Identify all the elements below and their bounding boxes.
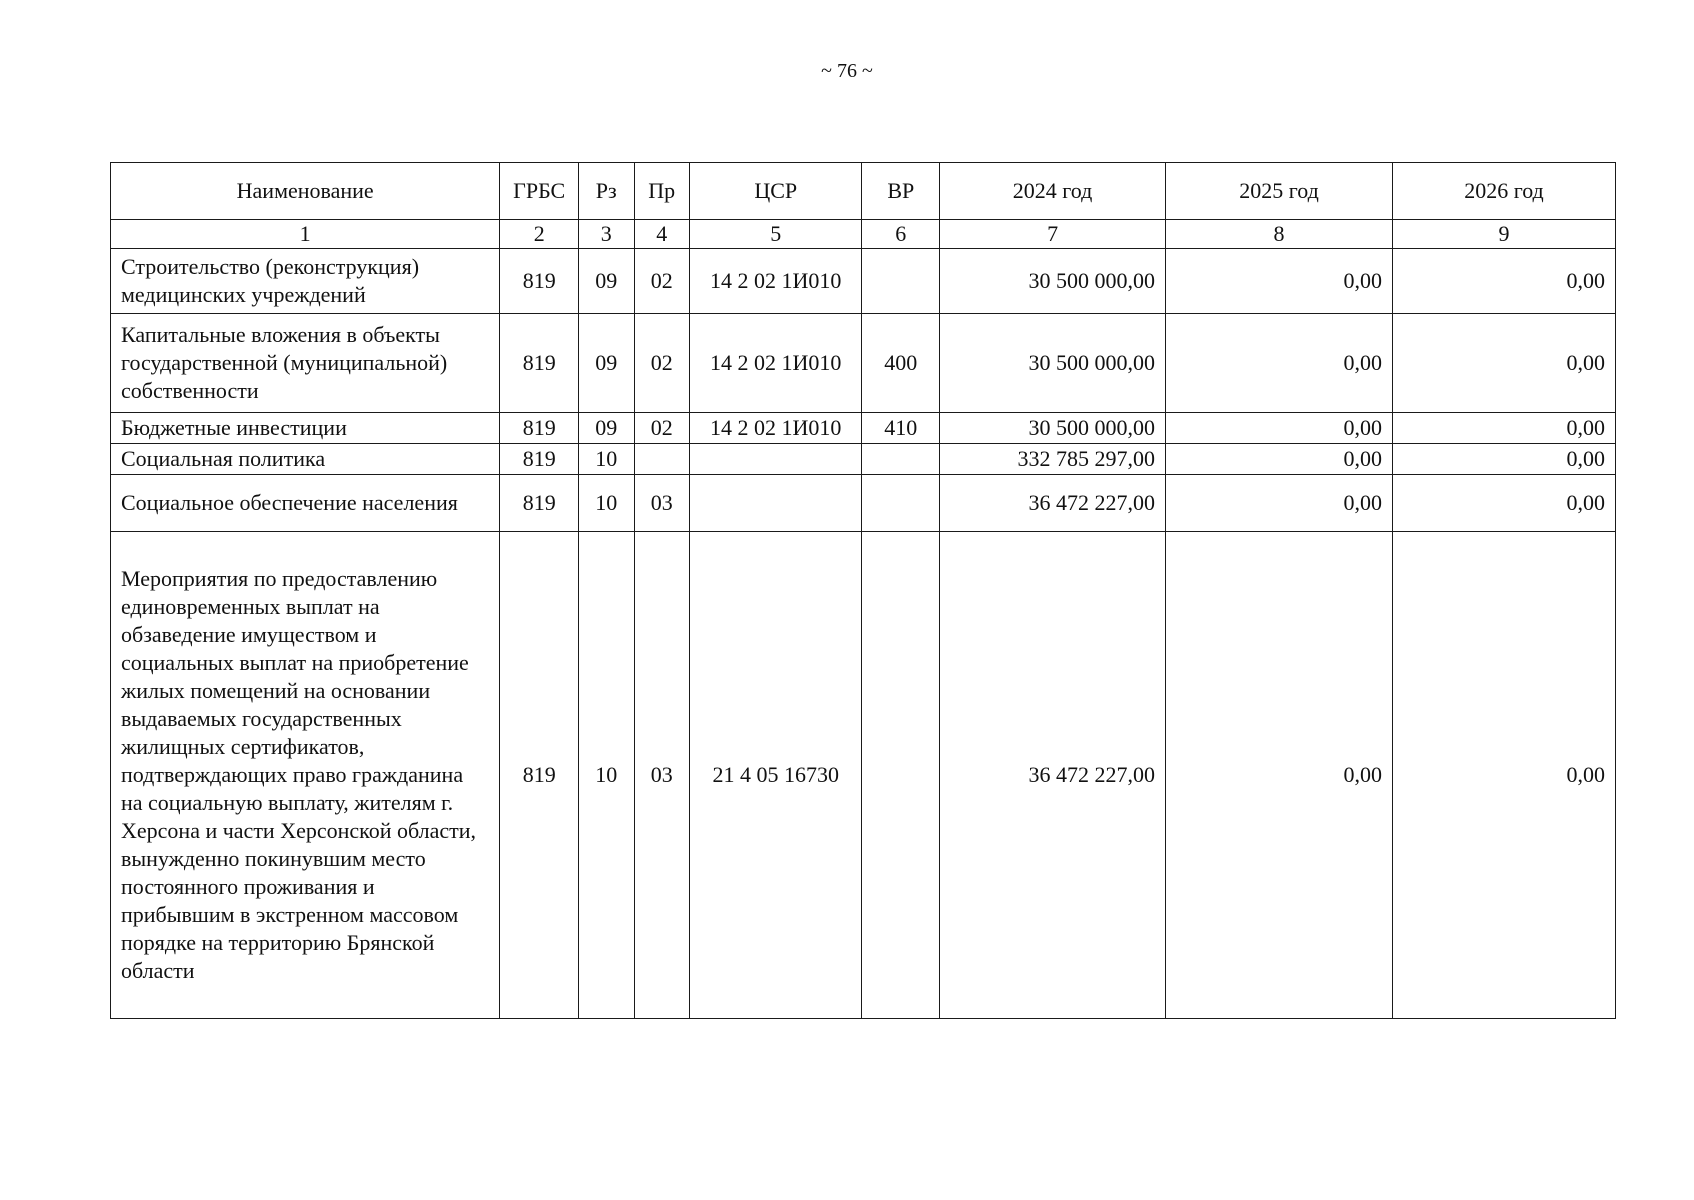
table-row [111,413,1616,444]
row-grbs: 819 [500,444,579,475]
row-pr: 03 [634,532,689,1019]
column-number: 3 [579,220,634,249]
row-amount-2026: 0,00 [1393,314,1616,413]
row-rz: 10 [579,475,634,532]
row-amount-2025: 0,00 [1166,475,1393,532]
row-vr: 400 [862,314,940,413]
row-name: Бюджетные инвестиции [111,413,500,444]
header-row [111,163,1616,220]
row-grbs: 819 [500,249,579,314]
row-pr [634,444,689,475]
row-vr [862,249,940,314]
row-amount-2025: 0,00 [1166,532,1393,1019]
table-row [111,475,1616,532]
column-number: 2 [500,220,579,249]
header-2024: 2024 год [940,163,1166,220]
row-csr: 14 2 02 1И010 [689,413,861,444]
row-pr: 02 [634,413,689,444]
header-grbs: ГРБС [500,163,579,220]
row-amount-2025: 0,00 [1166,249,1393,314]
row-name: Строительство (реконструкция) медицинских учреждений [111,249,500,314]
header-name: Наименование [111,163,500,220]
row-amount-2024: 36 472 227,00 [940,532,1166,1019]
column-number: 6 [862,220,940,249]
row-amount-2025: 0,00 [1166,413,1393,444]
budget-table [110,162,1616,1019]
row-name: Мероприятия по предоставлению единовременных выплат на обзаведение имуществом и социальных выплат на приобретение жилых помещений на основании выдаваемых государственных жилищных сертификатов, подтверждающих право гражданина на социальную выплату, жителям г. Херсона и части Херсонской области, вынужденно покинувшим место постоянного проживания и прибывшим в экстренном массовом порядке на территорию Брянской области [111,532,500,1019]
row-amount-2024: 36 472 227,00 [940,475,1166,532]
row-amount-2024: 30 500 000,00 [940,413,1166,444]
header-2026: 2026 год [1393,163,1616,220]
row-rz: 09 [579,413,634,444]
table-row [111,532,1616,1019]
row-amount-2024: 30 500 000,00 [940,314,1166,413]
row-vr [862,444,940,475]
row-amount-2024: 332 785 297,00 [940,444,1166,475]
column-number: 4 [634,220,689,249]
row-csr: 14 2 02 1И010 [689,249,861,314]
column-number: 7 [940,220,1166,249]
table-row [111,444,1616,475]
row-csr: 14 2 02 1И010 [689,314,861,413]
row-amount-2025: 0,00 [1166,314,1393,413]
row-name: Социальное обеспечение населения [111,475,500,532]
row-name: Социальная политика [111,444,500,475]
header-pr: Пр [634,163,689,220]
column-number: 8 [1166,220,1393,249]
row-pr: 02 [634,314,689,413]
row-amount-2026: 0,00 [1393,532,1616,1019]
table-row [111,249,1616,314]
row-grbs: 819 [500,475,579,532]
row-vr [862,475,940,532]
row-pr: 03 [634,475,689,532]
row-amount-2026: 0,00 [1393,249,1616,314]
row-name: Капитальные вложения в объекты государственной (муниципальной) собственности [111,314,500,413]
row-rz: 10 [579,532,634,1019]
column-number: 1 [111,220,500,249]
row-amount-2026: 0,00 [1393,475,1616,532]
row-vr [862,532,940,1019]
row-amount-2025: 0,00 [1166,444,1393,475]
header-rz: Рз [579,163,634,220]
row-pr: 02 [634,249,689,314]
row-rz: 10 [579,444,634,475]
row-grbs: 819 [500,314,579,413]
row-grbs: 819 [500,532,579,1019]
row-rz: 09 [579,249,634,314]
header-csr: ЦСР [689,163,861,220]
page-number: ~ 76 ~ [821,60,873,82]
row-rz: 09 [579,314,634,413]
row-csr [689,475,861,532]
column-number: 9 [1393,220,1616,249]
table-row [111,314,1616,413]
row-amount-2026: 0,00 [1393,413,1616,444]
column-number-row [111,220,1616,249]
row-amount-2024: 30 500 000,00 [940,249,1166,314]
row-amount-2026: 0,00 [1393,444,1616,475]
column-number: 5 [689,220,861,249]
row-vr: 410 [862,413,940,444]
row-csr [689,444,861,475]
row-csr: 21 4 05 16730 [689,532,861,1019]
row-grbs: 819 [500,413,579,444]
header-vr: ВР [862,163,940,220]
header-2025: 2025 год [1166,163,1393,220]
